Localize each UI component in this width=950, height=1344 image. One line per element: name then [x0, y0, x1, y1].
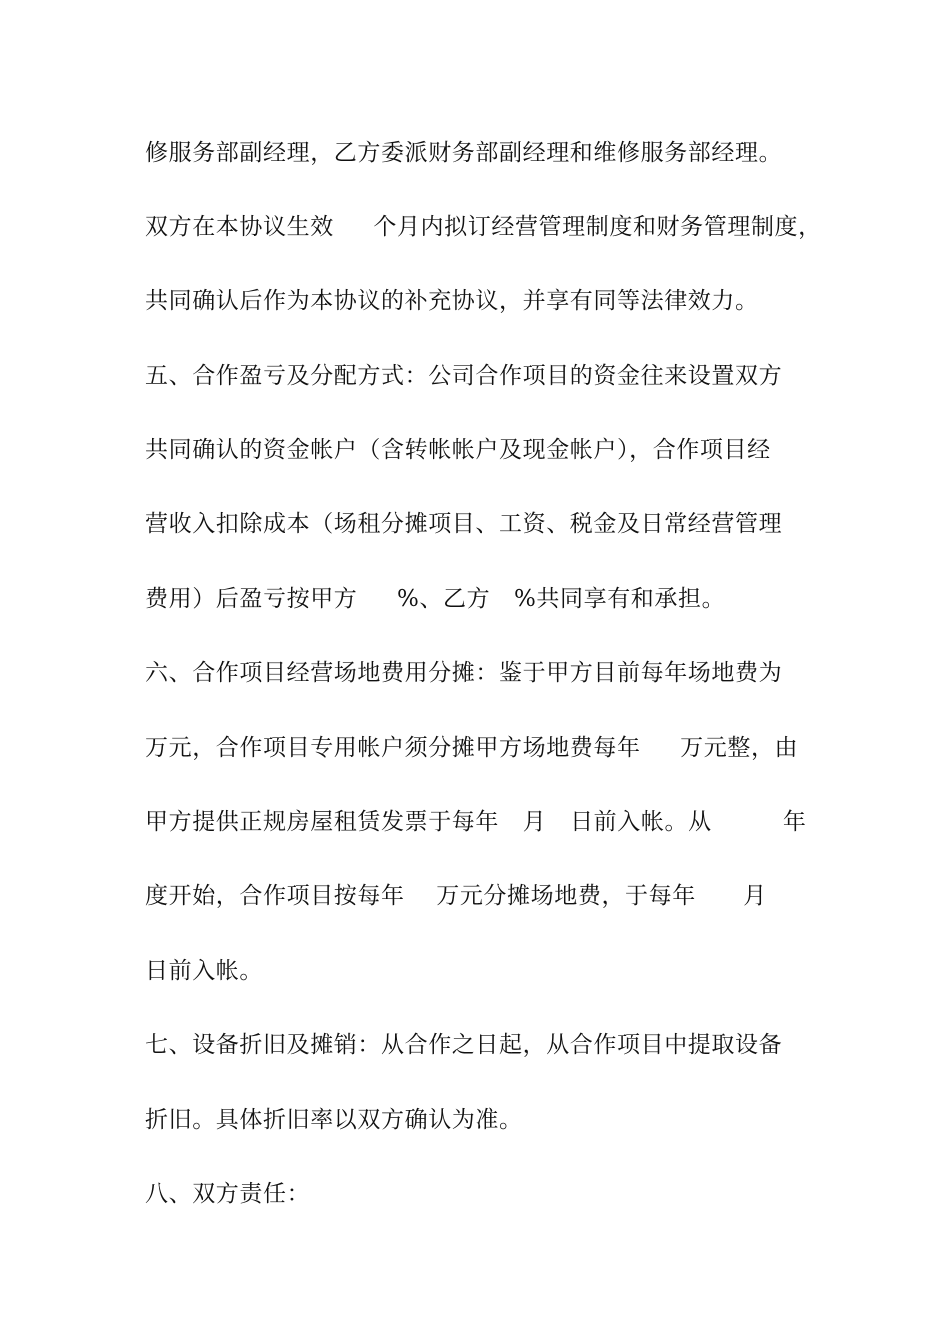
text-line-12: 日前入帐。	[145, 958, 263, 984]
text-line-1: 修服务部副经理，乙方委派财务部副经理和维修服务部经理。	[145, 140, 783, 166]
text-line-13: 七、设备折旧及摊销：从合作之日起，从合作项目中提取设备	[145, 1032, 783, 1058]
text-line-2: 双方在本协议生效 个月内拟订经营管理制度和财务管理制度，	[145, 214, 822, 240]
text-line-7: 费用）后盈亏按甲方 %、乙方 %共同享有和承担。	[145, 586, 726, 612]
text-line-10: 甲方提供正规房屋租赁发票于每年 月 日前入帐。从 年	[145, 809, 807, 835]
text-line-11: 度开始，合作项目按每年 万元分摊场地费，于每年 月	[145, 883, 767, 909]
text-line-15: 八、双方责任：	[145, 1181, 311, 1207]
text-line-4: 五、合作盈亏及分配方式：公司合作项目的资金往来设置双方	[145, 363, 783, 389]
text-line-9: 万元，合作项目专用帐户须分摊甲方场地费每年 万元整，由	[145, 735, 799, 761]
text-line-5: 共同确认的资金帐户（含转帐帐户及现金帐户），合作项目经	[145, 437, 771, 463]
text-line-6: 营收入扣除成本（场租分摊项目、工资、税金及日常经营管理	[145, 511, 783, 537]
text-line-3: 共同确认后作为本协议的补充协议，并享有同等法律效力。	[145, 288, 759, 314]
text-line-8: 六、合作项目经营场地费用分摊：鉴于甲方目前每年场地费为	[145, 660, 783, 686]
text-line-14: 折旧。具体折旧率以双方确认为准。	[145, 1107, 523, 1133]
